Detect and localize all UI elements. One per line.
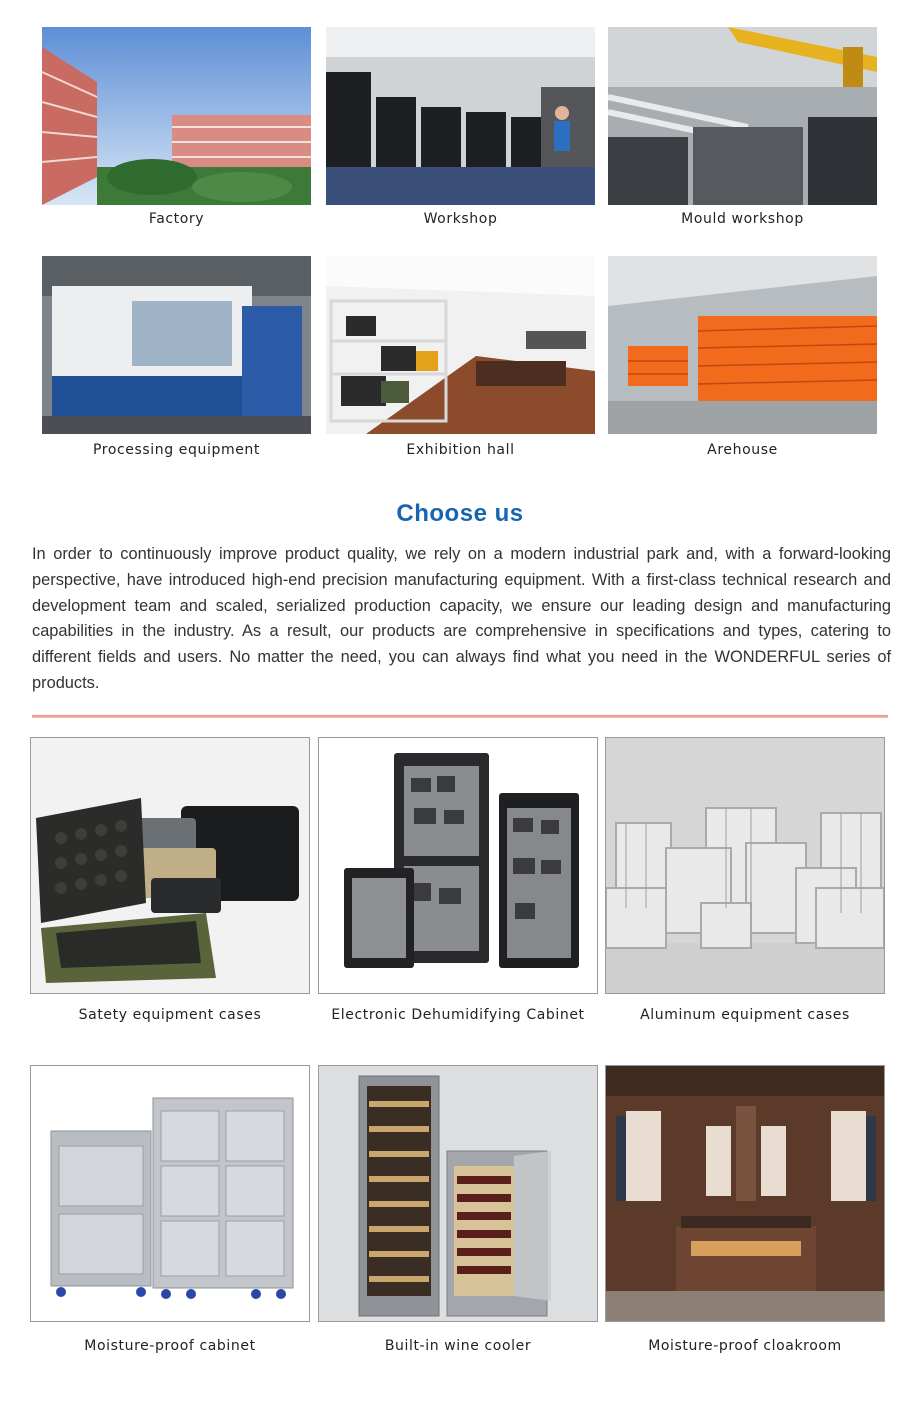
workshop-caption: Workshop (423, 211, 498, 227)
warehouse-caption: Arehouse (707, 442, 778, 458)
moisture-proof-cabinet-image[interactable] (30, 1065, 310, 1322)
processing-equipment-photo (42, 256, 311, 434)
aluminum-cases-caption[interactable]: Aluminum equipment cases (640, 1007, 850, 1023)
workshop-photo (326, 27, 595, 205)
exhibition-hall-photo (326, 256, 595, 434)
mould-workshop-caption: Mould workshop (681, 211, 804, 227)
mould-workshop-photo (608, 27, 877, 205)
wine-cooler-image[interactable] (318, 1065, 598, 1322)
warehouse-photo (608, 256, 877, 434)
dehumidifying-cabinet-image[interactable] (318, 737, 598, 994)
cloakroom-image[interactable] (605, 1065, 885, 1322)
section-divider (32, 715, 888, 718)
choose-us-paragraph: In order to continuously improve product quality, we rely on a modern industrial park and, with a forward-looking perspective, have introduced high-end precision manufacturing equipment. With a first-class technical research and development team and scaled, serialized production capacity, we ensure our leading design and manufacturing capabilities in the industry. As a result, our products are comprehensive in specifications and types, catering to different fields and users. No matter the need, you can always find what you need in the WONDERFUL series of products. (32, 545, 891, 692)
safety-cases-image[interactable] (30, 737, 310, 994)
wine-cooler-caption[interactable]: Built-in wine cooler (384, 1338, 532, 1354)
moisture-proof-cabinet-caption[interactable]: Moisture-proof cabinet (84, 1338, 256, 1354)
processing-equipment-caption: Processing equipment (93, 442, 260, 458)
safety-cases-caption[interactable]: Satety equipment cases (78, 1007, 262, 1023)
factory-photo (42, 27, 311, 205)
dehumidifying-cabinet-caption[interactable]: Electronic Dehumidifying Cabinet (331, 1007, 585, 1023)
choose-us-title: Choose us (396, 500, 524, 527)
factory-caption: Factory (148, 211, 205, 227)
cloakroom-caption[interactable]: Moisture-proof cloakroom (648, 1338, 842, 1354)
aluminum-cases-image[interactable] (605, 737, 885, 994)
exhibition-hall-caption: Exhibition hall (406, 442, 515, 458)
